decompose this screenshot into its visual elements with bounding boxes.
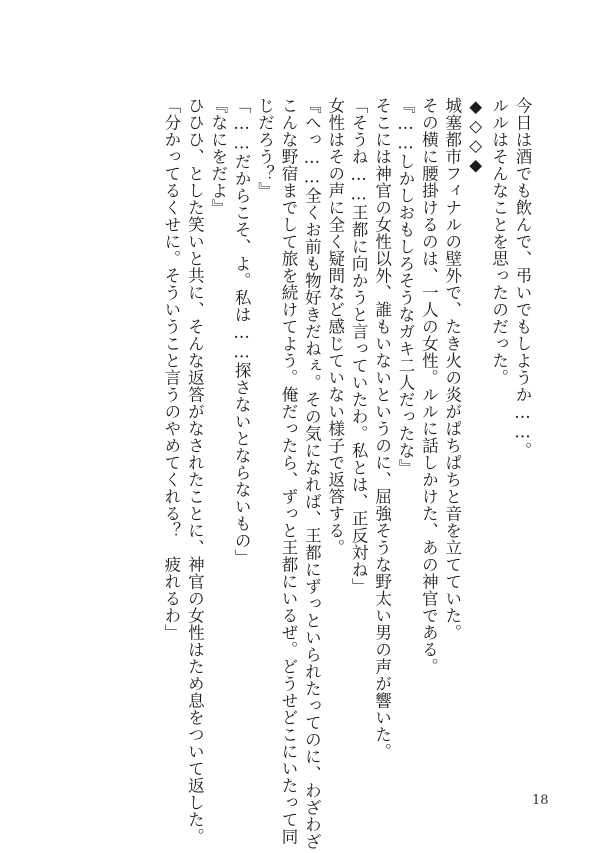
page-number: 18 (532, 793, 549, 808)
text-line: 『なにをだよ』 (208, 97, 228, 216)
text-line: 「そうね……王都に向かうと言っていたわ。私とは、正反対ね」 (349, 97, 369, 595)
text-line: ひひひ、とした笑いと共に、そんな返答がなされたことに、神官の女性はため息をついて返した。 (185, 97, 205, 845)
text-line: 「分かってるくせに。そういうこと言うのやめてくれる？ 疲れるわ」 (161, 97, 181, 641)
text-line: 『……しかしおもしろそうなガキ二人だったな』 (395, 97, 415, 476)
section-break-ornament: ◆◇◇◆ (466, 97, 486, 175)
text-line: そこには神官の女性以外、誰もいないというのに、屈強そうな野太い男の声が響いた。 (372, 97, 392, 760)
text-line: 女性はその声に全く疑問など感じていない様子で返答する。 (325, 97, 345, 556)
text-line: 今日は酒でも飲んで、弔いでもしようか……。 (513, 97, 532, 459)
body-text (59, 97, 534, 850)
text-line: 「……だからこそ、よ。私は……探さないとならないもの」 (232, 97, 252, 566)
text-line: こんな野宿までして旅を続けてよう。俺だったら、ずっと王都にいるぜ。どうせどこにいたって同 (278, 97, 298, 845)
text-line: その横に腰掛けるのは、一人の女性。ルルに話しかけた、あの神官である。 (419, 97, 439, 675)
text-line: じだろう？』 (255, 97, 275, 199)
text-line: ルルはそんなことを思ったのだった。 (489, 97, 509, 386)
text-line: 『へっ……全くお前も物好きだねぇ。その気になれば、王都にずっといられたってのに、わざわざ (302, 97, 322, 850)
text-line: 城塞都市フィナルの壁外で、たき火の炎がぱちぱちと音を立てていた。 (442, 97, 462, 641)
